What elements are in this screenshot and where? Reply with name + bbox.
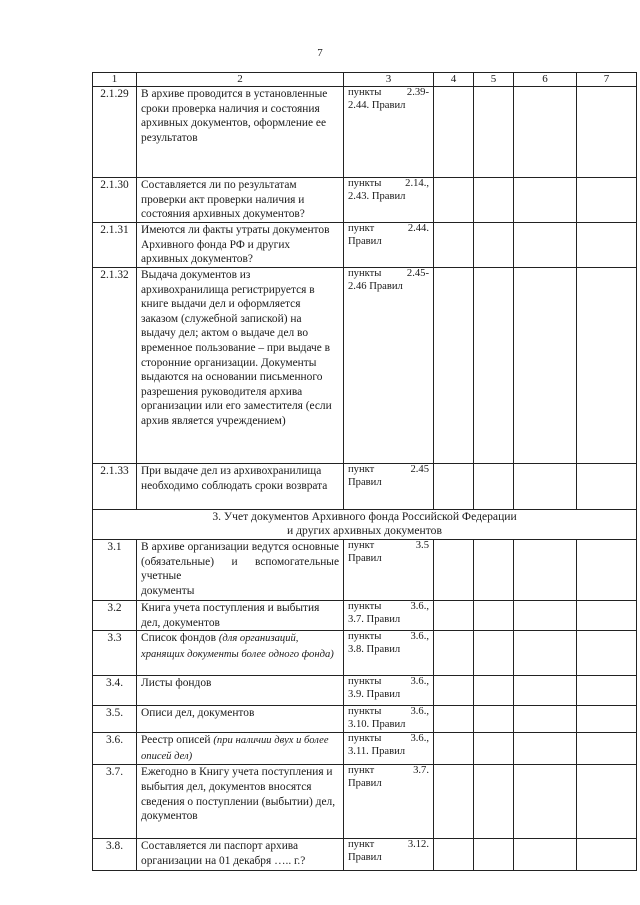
reference-label: пункты: [348, 178, 382, 189]
empty-cell: [434, 87, 474, 178]
reference-points: 3.6.,: [410, 733, 429, 745]
reference-points: 2.45: [410, 464, 429, 475]
empty-cell: [577, 706, 637, 733]
item-reference: [344, 706, 434, 733]
item-description: [137, 733, 344, 765]
empty-cell: [514, 268, 577, 464]
item-number: 2.1.29: [93, 87, 137, 178]
item-description: В архиве проводится в установленные сроки проверка наличия и состояния архивных документов, оформление ее результатов: [137, 87, 344, 178]
table-row: [93, 676, 637, 706]
item-description-note: (при наличии двух и более описей дел): [141, 735, 329, 762]
column-number: 4: [434, 73, 474, 87]
item-reference: [344, 87, 434, 178]
empty-cell: [474, 676, 514, 706]
empty-cell: [577, 178, 637, 223]
empty-cell: [434, 631, 474, 676]
empty-cell: [514, 178, 577, 223]
reference-points: 2.14.,: [405, 178, 429, 189]
item-description: Составляется ли по результатам проверки акт проверки наличия и состояния архивных документов?: [137, 178, 344, 223]
item-description: Выдача документов из архивохранилища регистрируется в книге выдачи дел и оформляется заказом (служебной запиской) на выдачу дел; актом о выдаче дел во временное пользование – при выдаче в сторонние организации. Документы выдаются на основании письменного разрешения руководителя архива организации или его заместителя (если архив является учреждением): [137, 268, 344, 464]
item-number: 3.7.: [93, 765, 137, 839]
item-reference: [344, 601, 434, 631]
empty-cell: [474, 268, 514, 464]
empty-cell: [434, 601, 474, 631]
reference-label: пункт: [348, 765, 375, 777]
reference-label: пункты: [348, 601, 382, 612]
empty-cell: [474, 601, 514, 631]
empty-cell: [577, 464, 637, 510]
empty-cell: [474, 631, 514, 676]
item-number: 2.1.32: [93, 268, 137, 464]
reference-label: пункт: [348, 540, 375, 551]
reference-source: Правил: [348, 778, 382, 790]
reference-source: Правил: [348, 552, 382, 564]
item-description: Ежегодно в Книгу учета поступления и выбытия дел, документов вносятся сведения о поступлении (выбытии) дел, документов: [137, 765, 344, 839]
item-number: 2.1.31: [93, 223, 137, 268]
column-number: 2: [137, 73, 344, 87]
reference-source: 3.11. Правил: [348, 745, 406, 757]
section-title-line: и других архивных документов: [287, 524, 442, 538]
empty-cell: [514, 733, 577, 765]
item-description: При выдаче дел из архивохранилища необходимо соблюдать сроки возврата: [137, 464, 344, 510]
item-description: [137, 540, 344, 601]
empty-cell: [474, 87, 514, 178]
empty-cell: [434, 706, 474, 733]
item-reference: [344, 540, 434, 601]
item-number: 3.5.: [93, 706, 137, 733]
table-row: [93, 631, 637, 676]
item-number: 2.1.33: [93, 464, 137, 510]
reference-source: 3.7. Правил: [348, 613, 401, 625]
empty-cell: [434, 733, 474, 765]
reference-source: 2.43. Правил: [348, 190, 406, 202]
empty-cell: [514, 223, 577, 268]
reference-label: пункты: [348, 268, 382, 279]
item-description: Листы фондов: [137, 676, 344, 706]
section-heading-row: [93, 510, 637, 540]
column-number: 6: [514, 73, 577, 87]
empty-cell: [514, 464, 577, 510]
column-number: 5: [474, 73, 514, 87]
item-description-text: Список фондов: [141, 632, 219, 645]
item-description: Описи дел, документов: [137, 706, 344, 733]
empty-cell: [577, 839, 637, 871]
table-row: [93, 733, 637, 765]
empty-cell: [577, 540, 637, 601]
empty-cell: [474, 706, 514, 733]
empty-cell: [434, 765, 474, 839]
item-description: Имеются ли факты утраты документов Архивного фонда РФ и других архивных документов?: [137, 223, 344, 268]
reference-label: пункт: [348, 464, 375, 475]
item-reference: [344, 733, 434, 765]
empty-cell: [434, 839, 474, 871]
item-number: 3.4.: [93, 676, 137, 706]
reference-points: 2.39-: [406, 87, 429, 98]
empty-cell: [514, 676, 577, 706]
reference-points: 2.45-: [406, 268, 429, 279]
empty-cell: [577, 601, 637, 631]
reference-source: Правил: [348, 852, 382, 864]
reference-source: Правил: [348, 476, 382, 488]
column-number: 1: [93, 73, 137, 87]
section-heading: [93, 510, 637, 540]
table-row: [93, 601, 637, 631]
item-reference: [344, 464, 434, 510]
section-title-line: 3. Учет документов Архивного фонда Российской Федерации: [212, 510, 517, 523]
empty-cell: [577, 631, 637, 676]
reference-source: 2.46 Правил: [348, 280, 403, 292]
empty-cell: [474, 733, 514, 765]
empty-cell: [577, 765, 637, 839]
item-number: 3.6.: [93, 733, 137, 765]
item-number: 3.8.: [93, 839, 137, 871]
checklist-table: [92, 72, 637, 871]
empty-cell: [577, 87, 637, 178]
empty-cell: [474, 223, 514, 268]
reference-source: 3.9. Правил: [348, 688, 401, 700]
item-reference: [344, 676, 434, 706]
table-row: [93, 706, 637, 733]
item-description-note: (для организаций, хранящих документы более одного фонда): [141, 633, 334, 660]
column-number: 7: [577, 73, 637, 87]
item-number: 3.3: [93, 631, 137, 676]
table-row: [93, 268, 637, 464]
empty-cell: [577, 733, 637, 765]
reference-label: пункты: [348, 706, 382, 718]
empty-cell: [514, 839, 577, 871]
empty-cell: [434, 676, 474, 706]
reference-label: пункты: [348, 733, 382, 745]
item-number: 3.2: [93, 601, 137, 631]
item-reference: [344, 178, 434, 223]
empty-cell: [514, 87, 577, 178]
reference-points: 2.44.: [407, 223, 429, 234]
table-row: [93, 765, 637, 839]
empty-cell: [434, 268, 474, 464]
item-reference: [344, 268, 434, 464]
table-row: [93, 839, 637, 871]
reference-points: 3.6.,: [410, 706, 429, 718]
table-row: [93, 540, 637, 601]
table-row: [93, 464, 637, 510]
reference-label: пункт: [348, 223, 375, 234]
table-row: [93, 223, 637, 268]
reference-points: 3.12.: [407, 839, 429, 851]
empty-cell: [514, 540, 577, 601]
empty-cell: [474, 839, 514, 871]
empty-cell: [577, 268, 637, 464]
empty-cell: [474, 178, 514, 223]
reference-points: 3.6.,: [410, 676, 429, 688]
item-description-text: Реестр описей: [141, 734, 214, 747]
item-number: 3.1: [93, 540, 137, 601]
empty-cell: [434, 540, 474, 601]
reference-points: 3.5: [415, 540, 429, 551]
empty-cell: [474, 765, 514, 839]
reference-source: Правил: [348, 235, 382, 247]
reference-label: пункты: [348, 676, 382, 688]
empty-cell: [474, 464, 514, 510]
item-reference: [344, 765, 434, 839]
empty-cell: [474, 540, 514, 601]
item-description-lead: В архиве организации ведутся основные (обязательные) и вспомогательные учетные: [141, 541, 339, 583]
table-row: [93, 178, 637, 223]
reference-source: 3.10. Правил: [348, 718, 406, 730]
reference-source: 2.44. Правил: [348, 99, 406, 111]
reference-points: 3.7.: [413, 765, 429, 777]
empty-cell: [434, 178, 474, 223]
column-numbers-row: [93, 73, 637, 87]
reference-label: пункты: [348, 87, 382, 98]
table-row: [93, 87, 637, 178]
page-number: 7: [317, 47, 323, 59]
empty-cell: [514, 706, 577, 733]
empty-cell: [434, 464, 474, 510]
reference-source: 3.8. Правил: [348, 643, 401, 655]
empty-cell: [514, 765, 577, 839]
item-description: Составляется ли паспорт архива организации на 01 декабря ….. г.?: [137, 839, 344, 871]
empty-cell: [577, 676, 637, 706]
column-number: 3: [344, 73, 434, 87]
empty-cell: [577, 223, 637, 268]
item-description-last: документы: [141, 584, 195, 597]
item-reference: [344, 631, 434, 676]
empty-cell: [514, 631, 577, 676]
item-description: [137, 631, 344, 676]
empty-cell: [514, 601, 577, 631]
reference-label: пункты: [348, 631, 382, 643]
empty-cell: [434, 223, 474, 268]
item-reference: [344, 839, 434, 871]
reference-points: 3.6.,: [410, 601, 429, 612]
item-number: 2.1.30: [93, 178, 137, 223]
reference-points: 3.6.,: [410, 631, 429, 643]
item-reference: [344, 223, 434, 268]
reference-label: пункт: [348, 839, 375, 851]
item-description: Книга учета поступления и выбытия дел, документов: [137, 601, 344, 631]
